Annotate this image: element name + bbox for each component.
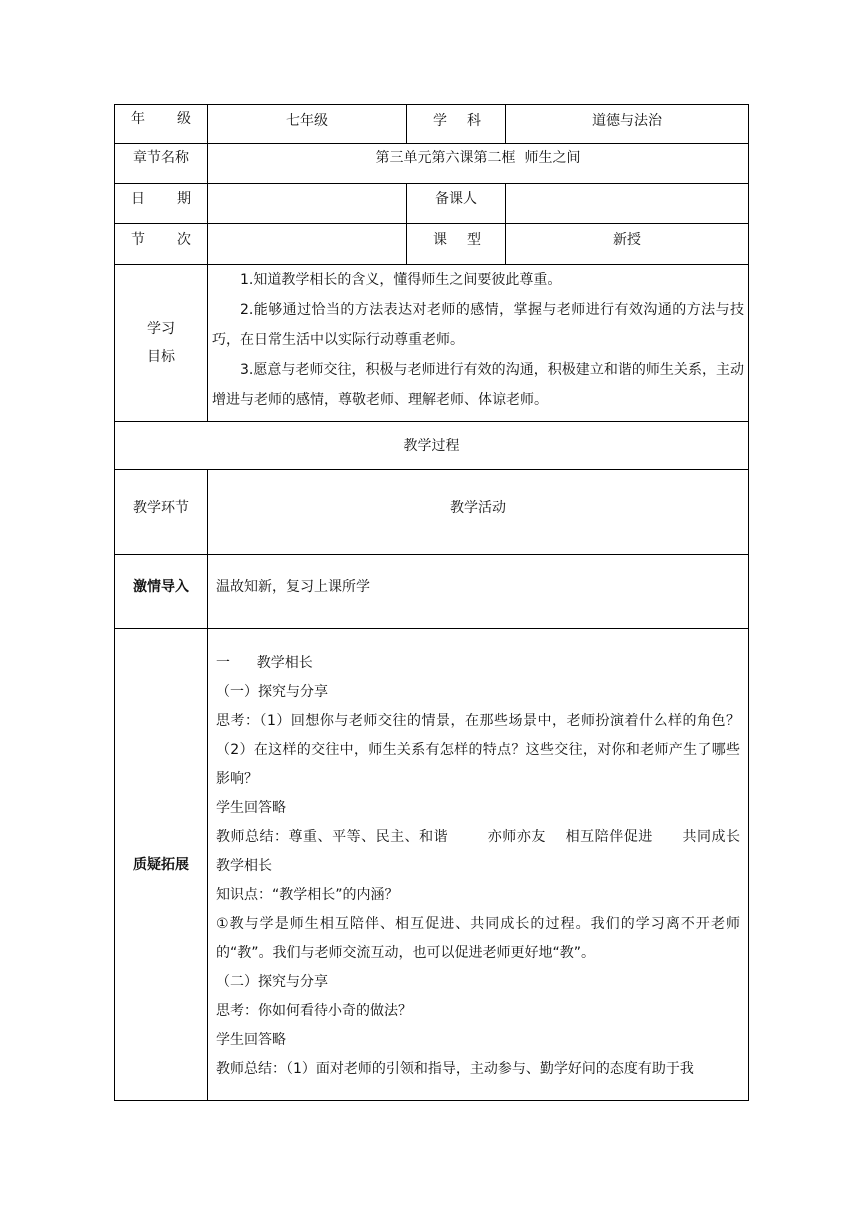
grade-value: 七年级 bbox=[208, 105, 407, 144]
period-label-char-2: 次 bbox=[177, 232, 191, 248]
type-value: 新授 bbox=[506, 224, 749, 265]
activity-line: 学生回答略 bbox=[216, 800, 286, 816]
period-label-char-1: 节 bbox=[131, 232, 145, 248]
goal-item: 2.能够通过恰当的方法表达对老师的感情，掌握与老师进行有效沟通的方法与技巧，在日常生活中以实际行动尊重老师。 bbox=[212, 302, 744, 348]
row-chapter bbox=[115, 144, 749, 184]
activity-line: 思考：你如何看待小奇的做法？ bbox=[216, 1003, 412, 1019]
goal-item: 3.愿意与老师交往，积极与老师进行有效的沟通，积极建立和谐的师生关系，主动增进与老师的感情，尊敬老师、理解老师、体谅老师。 bbox=[212, 362, 744, 408]
row-period-type bbox=[115, 224, 749, 265]
row-process-title bbox=[115, 422, 749, 470]
activity-line: 教师总结：尊重、平等、民主、和谐 亦师亦友 相互陪伴促进 共同成长 教学相长 bbox=[216, 829, 758, 874]
activity-line: 学生回答略 bbox=[216, 1032, 286, 1048]
chapter-label: 章节名称 bbox=[115, 144, 208, 184]
type-label-char-2: 型 bbox=[467, 232, 481, 248]
date-label-char-2: 期 bbox=[177, 191, 191, 207]
goals-label bbox=[115, 265, 208, 422]
subject-label-char-1: 学 bbox=[433, 113, 447, 129]
chapter-value: 第三单元第六课第二框 师生之间 bbox=[208, 144, 749, 184]
preparer-label: 备课人 bbox=[407, 184, 506, 224]
subject-value: 道德与法治 bbox=[506, 105, 749, 144]
activity-line: 知识点：“教学相长”的内涵？ bbox=[216, 887, 399, 903]
col-activity-header: 教学活动 bbox=[208, 470, 749, 555]
date-value bbox=[208, 184, 407, 224]
row-goals bbox=[115, 265, 749, 422]
goals-label-line-2: 目标 bbox=[147, 349, 175, 365]
grade-label-cell bbox=[115, 105, 208, 144]
goals-content bbox=[208, 265, 749, 422]
grade-label-char-2: 级 bbox=[177, 111, 191, 127]
expand-activity bbox=[208, 629, 758, 1101]
activity-line: （一）探究与分享 bbox=[216, 684, 328, 700]
intro-activity: 温故知新，复习上课所学 bbox=[208, 555, 749, 629]
grade-label-char-1: 年 bbox=[131, 111, 145, 127]
row-process-header bbox=[115, 470, 749, 555]
date-label-cell bbox=[115, 184, 208, 224]
expand-stage: 质疑拓展 bbox=[115, 629, 208, 1101]
activity-line: 教师总结：（1）面对老师的引领和指导，主动参与、勤学好问的态度有助于我 bbox=[216, 1061, 694, 1077]
subject-label-char-2: 科 bbox=[467, 113, 481, 129]
row-grade-subject bbox=[115, 105, 749, 144]
intro-stage: 激情导入 bbox=[115, 555, 208, 629]
lesson-plan-table bbox=[114, 104, 758, 1101]
activity-line: 一 教学相长 bbox=[216, 655, 313, 671]
period-value bbox=[208, 224, 407, 265]
preparer-value bbox=[506, 184, 749, 224]
activity-line: ①教与学是师生相互陪伴、相互促进、共同成长的过程。我们的学习离不开老师的“教”。我们与老师交流互动，也可以促进老师更好地“教”。 bbox=[216, 916, 740, 961]
process-title: 教学过程 bbox=[115, 422, 749, 470]
date-label-char-1: 日 bbox=[131, 191, 145, 207]
type-label-char-1: 课 bbox=[433, 232, 447, 248]
row-intro bbox=[115, 555, 749, 629]
goal-item: 1.知道教学相长的含义，懂得师生之间要彼此尊重。 bbox=[240, 272, 562, 288]
period-label-cell bbox=[115, 224, 208, 265]
subject-label-cell bbox=[407, 105, 506, 144]
activity-line: 思考：（1）回想你与老师交往的情景，在那些场景中，老师扮演着什么样的角色？（2）在这样的交往中，师生关系有怎样的特点？这些交往，对你和老师产生了哪些影响？ bbox=[216, 713, 740, 787]
activity-line: （二）探究与分享 bbox=[216, 974, 328, 990]
row-date-preparer bbox=[115, 184, 749, 224]
type-label-cell bbox=[407, 224, 506, 265]
goals-label-line-1: 学习 bbox=[147, 321, 175, 337]
row-expand bbox=[115, 629, 749, 1101]
col-stage-header: 教学环节 bbox=[115, 470, 208, 555]
